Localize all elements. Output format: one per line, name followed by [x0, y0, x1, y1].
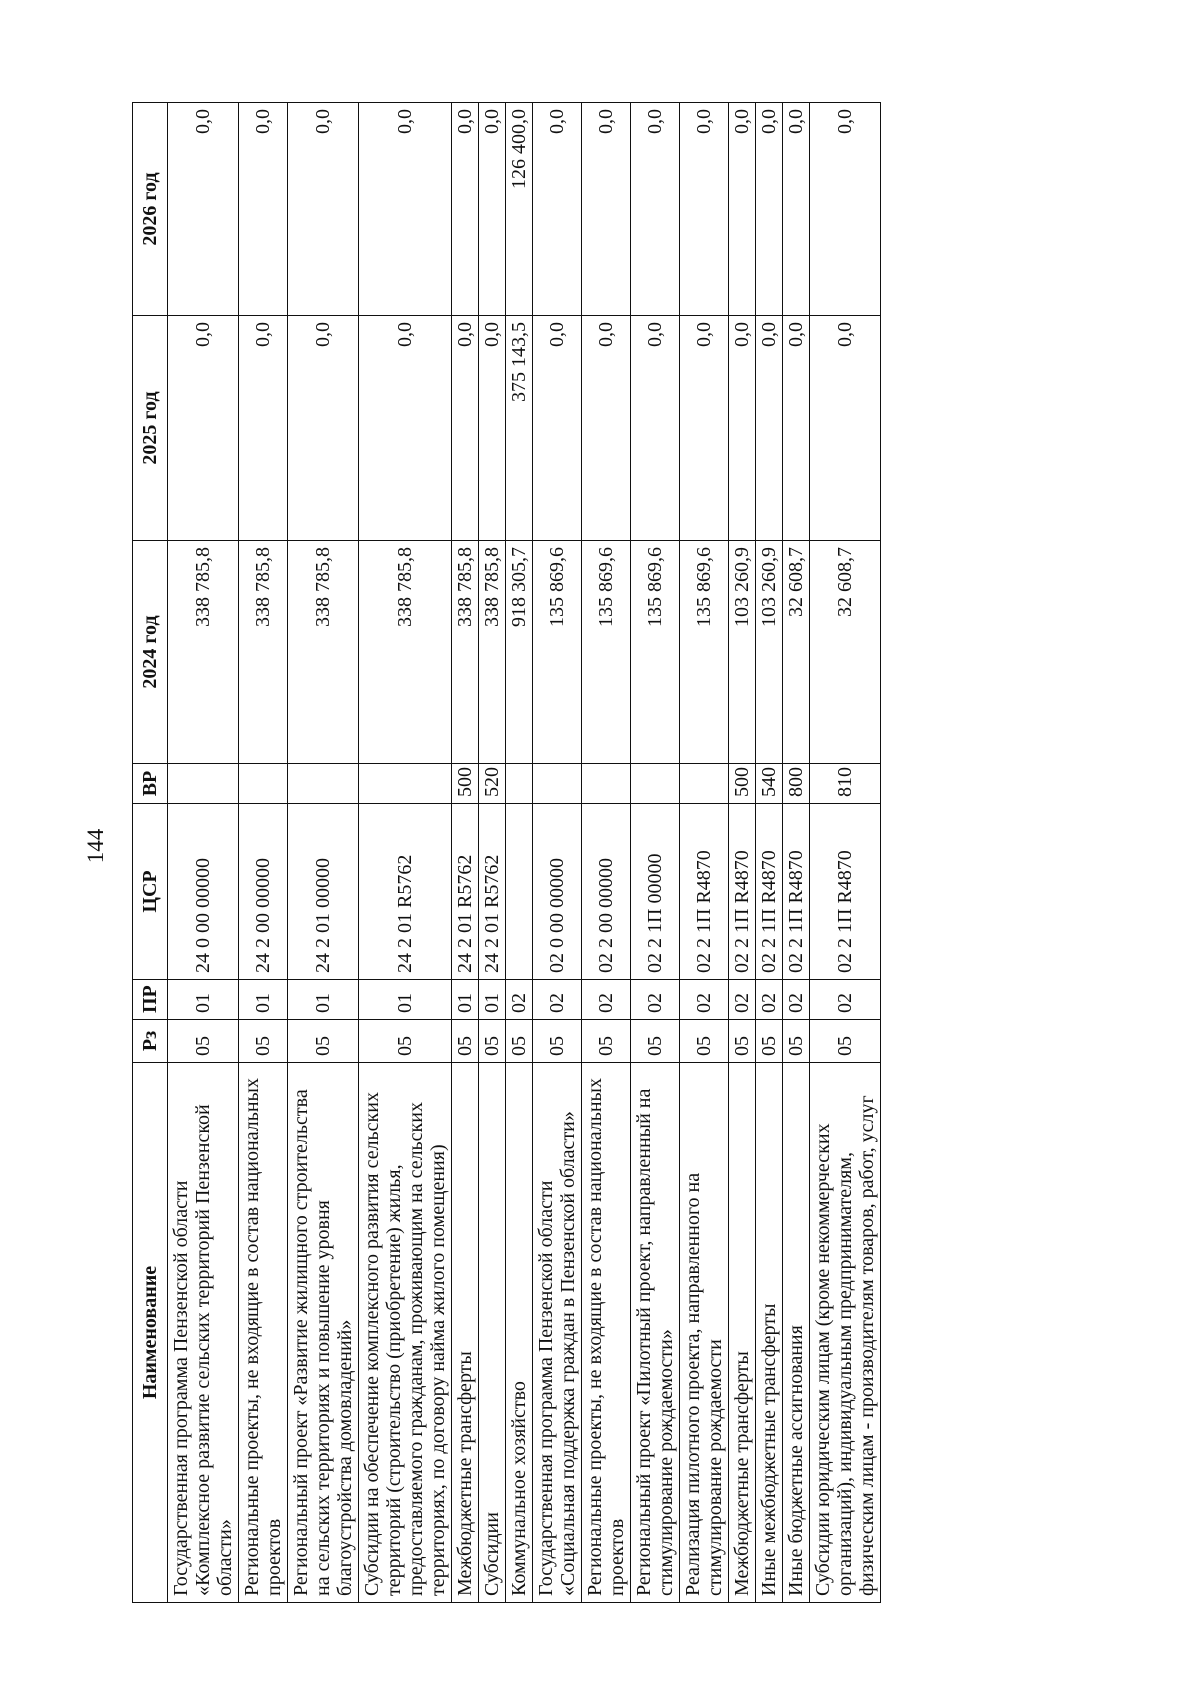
- cell-csr: 24 2 00 00000: [239, 804, 288, 980]
- cell-vr: [288, 764, 359, 804]
- table-row: [239, 103, 288, 1603]
- cell-vr: [239, 764, 288, 804]
- cell-2025: 0,0: [479, 316, 506, 541]
- page-number: 144: [83, 828, 108, 864]
- table-body: [168, 103, 881, 1603]
- cell-csr: 24 2 01 R5762: [452, 804, 479, 980]
- cell-2026: 0,0: [239, 103, 288, 316]
- table-row: [359, 103, 452, 1603]
- cell-2026: 0,0: [783, 103, 810, 316]
- cell-2025: 0,0: [582, 316, 631, 541]
- header-rz: Рз: [133, 1020, 168, 1063]
- cell-rz: 05: [680, 1020, 729, 1063]
- table-row: [582, 103, 631, 1603]
- cell-name: Региональные проекты, не входящие в состав национальных проектов: [582, 1063, 631, 1603]
- cell-2024: 135 869,6: [582, 541, 631, 764]
- header-2026: 2026 год: [133, 103, 168, 316]
- cell-2025: 0,0: [452, 316, 479, 541]
- table-row: [680, 103, 729, 1603]
- cell-pr: 02: [582, 980, 631, 1020]
- cell-vr: 810: [810, 764, 881, 804]
- cell-2024: 918 305,7: [506, 541, 533, 764]
- table-row: [631, 103, 680, 1603]
- cell-rz: 05: [533, 1020, 582, 1063]
- cell-2026: 0,0: [631, 103, 680, 316]
- cell-2024: 135 869,6: [533, 541, 582, 764]
- table-row: [506, 103, 533, 1603]
- cell-2024: 135 869,6: [680, 541, 729, 764]
- header-name: Наименование: [133, 1063, 168, 1603]
- cell-2026: 0,0: [680, 103, 729, 316]
- cell-rz: 05: [239, 1020, 288, 1063]
- cell-rz: 05: [288, 1020, 359, 1063]
- cell-vr: [582, 764, 631, 804]
- cell-2026: 0,0: [168, 103, 239, 316]
- cell-pr: 01: [359, 980, 452, 1020]
- cell-2024: 32 608,7: [810, 541, 881, 764]
- cell-pr: 01: [168, 980, 239, 1020]
- cell-2026: 0,0: [452, 103, 479, 316]
- cell-2024: 103 260,9: [729, 541, 756, 764]
- cell-name: Межбюджетные трансферты: [729, 1063, 756, 1603]
- cell-2025: 0,0: [729, 316, 756, 541]
- cell-2025: 0,0: [239, 316, 288, 541]
- cell-rz: 05: [729, 1020, 756, 1063]
- table-header-row: [133, 103, 168, 1603]
- cell-csr: 02 2 1П R4870: [680, 804, 729, 980]
- cell-name: Коммунальное хозяйство: [506, 1063, 533, 1603]
- cell-csr: 24 2 01 00000: [288, 804, 359, 980]
- cell-2025: 0,0: [533, 316, 582, 541]
- cell-2024: 338 785,8: [288, 541, 359, 764]
- table-row: [452, 103, 479, 1603]
- cell-csr: 02 2 00 00000: [582, 804, 631, 980]
- cell-2024: 135 869,6: [631, 541, 680, 764]
- cell-name: Субсидии на обеспечение комплексного развития сельских территорий (строительство (приобретение) жилья, предоставляемого гражданам, проживающим на сельских территориях, по договору найма жилого помещения): [359, 1063, 452, 1603]
- cell-2026: 0,0: [756, 103, 783, 316]
- cell-2024: 338 785,8: [479, 541, 506, 764]
- cell-vr: [533, 764, 582, 804]
- cell-rz: 05: [756, 1020, 783, 1063]
- cell-2026: 0,0: [479, 103, 506, 316]
- cell-2026: 0,0: [288, 103, 359, 316]
- cell-name: Региональные проекты, не входящие в состав национальных проектов: [239, 1063, 288, 1603]
- cell-2024: 338 785,8: [168, 541, 239, 764]
- cell-2026: 0,0: [729, 103, 756, 316]
- cell-name: Субсидии: [479, 1063, 506, 1603]
- cell-2025: 0,0: [288, 316, 359, 541]
- cell-pr: 01: [288, 980, 359, 1020]
- cell-2025: 0,0: [168, 316, 239, 541]
- cell-vr: [631, 764, 680, 804]
- cell-vr: 800: [783, 764, 810, 804]
- cell-name: Иные бюджетные ассигнования: [783, 1063, 810, 1603]
- cell-vr: 500: [729, 764, 756, 804]
- cell-2026: 0,0: [582, 103, 631, 316]
- cell-vr: 540: [756, 764, 783, 804]
- table-row: [783, 103, 810, 1603]
- budget-table: [132, 102, 881, 1603]
- table-row: [288, 103, 359, 1603]
- cell-2025: 0,0: [810, 316, 881, 541]
- cell-name: Межбюджетные трансферты: [452, 1063, 479, 1603]
- cell-2025: 0,0: [756, 316, 783, 541]
- header-2025: 2025 год: [133, 316, 168, 541]
- table-row: [533, 103, 582, 1603]
- cell-csr: 02 0 00 00000: [533, 804, 582, 980]
- cell-vr: [680, 764, 729, 804]
- cell-pr: 01: [239, 980, 288, 1020]
- cell-csr: 02 2 1П R4870: [756, 804, 783, 980]
- cell-pr: 02: [729, 980, 756, 1020]
- header-csr: ЦСР: [133, 804, 168, 980]
- cell-pr: 02: [533, 980, 582, 1020]
- cell-pr: 02: [810, 980, 881, 1020]
- cell-pr: 02: [631, 980, 680, 1020]
- cell-rz: 05: [359, 1020, 452, 1063]
- cell-rz: 05: [506, 1020, 533, 1063]
- cell-vr: [506, 764, 533, 804]
- cell-csr: 24 2 01 R5762: [359, 804, 452, 980]
- cell-2024: 338 785,8: [452, 541, 479, 764]
- table-row: [729, 103, 756, 1603]
- table-row: [810, 103, 881, 1603]
- cell-name: Региональный проект «Развитие жилищного строительства на сельских территориях и повышение уровня благоустройства домовладений»: [288, 1063, 359, 1603]
- cell-rz: 05: [582, 1020, 631, 1063]
- cell-rz: 05: [783, 1020, 810, 1063]
- header-2024: 2024 год: [133, 541, 168, 764]
- cell-name: Субсидии юридическим лицам (кроме некоммерческих организаций), индивидуальным предпринимателям, физическим лицам - производителям товаров, работ, услуг: [810, 1063, 881, 1603]
- cell-2025: 0,0: [631, 316, 680, 541]
- cell-rz: 05: [452, 1020, 479, 1063]
- cell-2025: 0,0: [783, 316, 810, 541]
- cell-pr: 02: [680, 980, 729, 1020]
- cell-vr: 520: [479, 764, 506, 804]
- cell-2026: 0,0: [359, 103, 452, 316]
- cell-pr: 02: [783, 980, 810, 1020]
- cell-2026: 126 400,0: [506, 103, 533, 316]
- cell-csr: [506, 804, 533, 980]
- cell-rz: 05: [631, 1020, 680, 1063]
- cell-2024: 338 785,8: [239, 541, 288, 764]
- cell-rz: 05: [168, 1020, 239, 1063]
- table-row: [756, 103, 783, 1603]
- cell-name: Реализация пилотного проекта, направленного на стимулирование рождаемости: [680, 1063, 729, 1603]
- cell-2024: 338 785,8: [359, 541, 452, 764]
- cell-name: Государственная программа Пензенской области «Комплексное развитие сельских территорий Пензенской области»: [168, 1063, 239, 1603]
- cell-rz: 05: [810, 1020, 881, 1063]
- rotated-table-wrapper: [132, 103, 1052, 1603]
- cell-2026: 0,0: [810, 103, 881, 316]
- cell-rz: 05: [479, 1020, 506, 1063]
- table-row: [168, 103, 239, 1603]
- cell-2025: 0,0: [359, 316, 452, 541]
- cell-2025: 375 143,5: [506, 316, 533, 541]
- cell-2026: 0,0: [533, 103, 582, 316]
- cell-csr: 24 2 01 R5762: [479, 804, 506, 980]
- cell-csr: 24 0 00 00000: [168, 804, 239, 980]
- cell-pr: 01: [479, 980, 506, 1020]
- cell-pr: 02: [506, 980, 533, 1020]
- header-vr: ВР: [133, 764, 168, 804]
- table-row: [479, 103, 506, 1603]
- header-pr: ПР: [133, 980, 168, 1020]
- cell-name: Иные межбюджетные трансферты: [756, 1063, 783, 1603]
- cell-name: Региональный проект «Пилотный проект, направленный на стимулирование рождаемости»: [631, 1063, 680, 1603]
- cell-csr: 02 2 1П R4870: [783, 804, 810, 980]
- cell-2024: 103 260,9: [756, 541, 783, 764]
- cell-csr: 02 2 1П 00000: [631, 804, 680, 980]
- cell-csr: 02 2 1П R4870: [729, 804, 756, 980]
- cell-pr: 01: [452, 980, 479, 1020]
- cell-2025: 0,0: [680, 316, 729, 541]
- cell-vr: [168, 764, 239, 804]
- cell-pr: 02: [756, 980, 783, 1020]
- cell-csr: 02 2 1П R4870: [810, 804, 881, 980]
- cell-name: Государственная программа Пензенской области «Социальная поддержка граждан в Пензенской области»: [533, 1063, 582, 1603]
- cell-2024: 32 608,7: [783, 541, 810, 764]
- cell-vr: [359, 764, 452, 804]
- cell-vr: 500: [452, 764, 479, 804]
